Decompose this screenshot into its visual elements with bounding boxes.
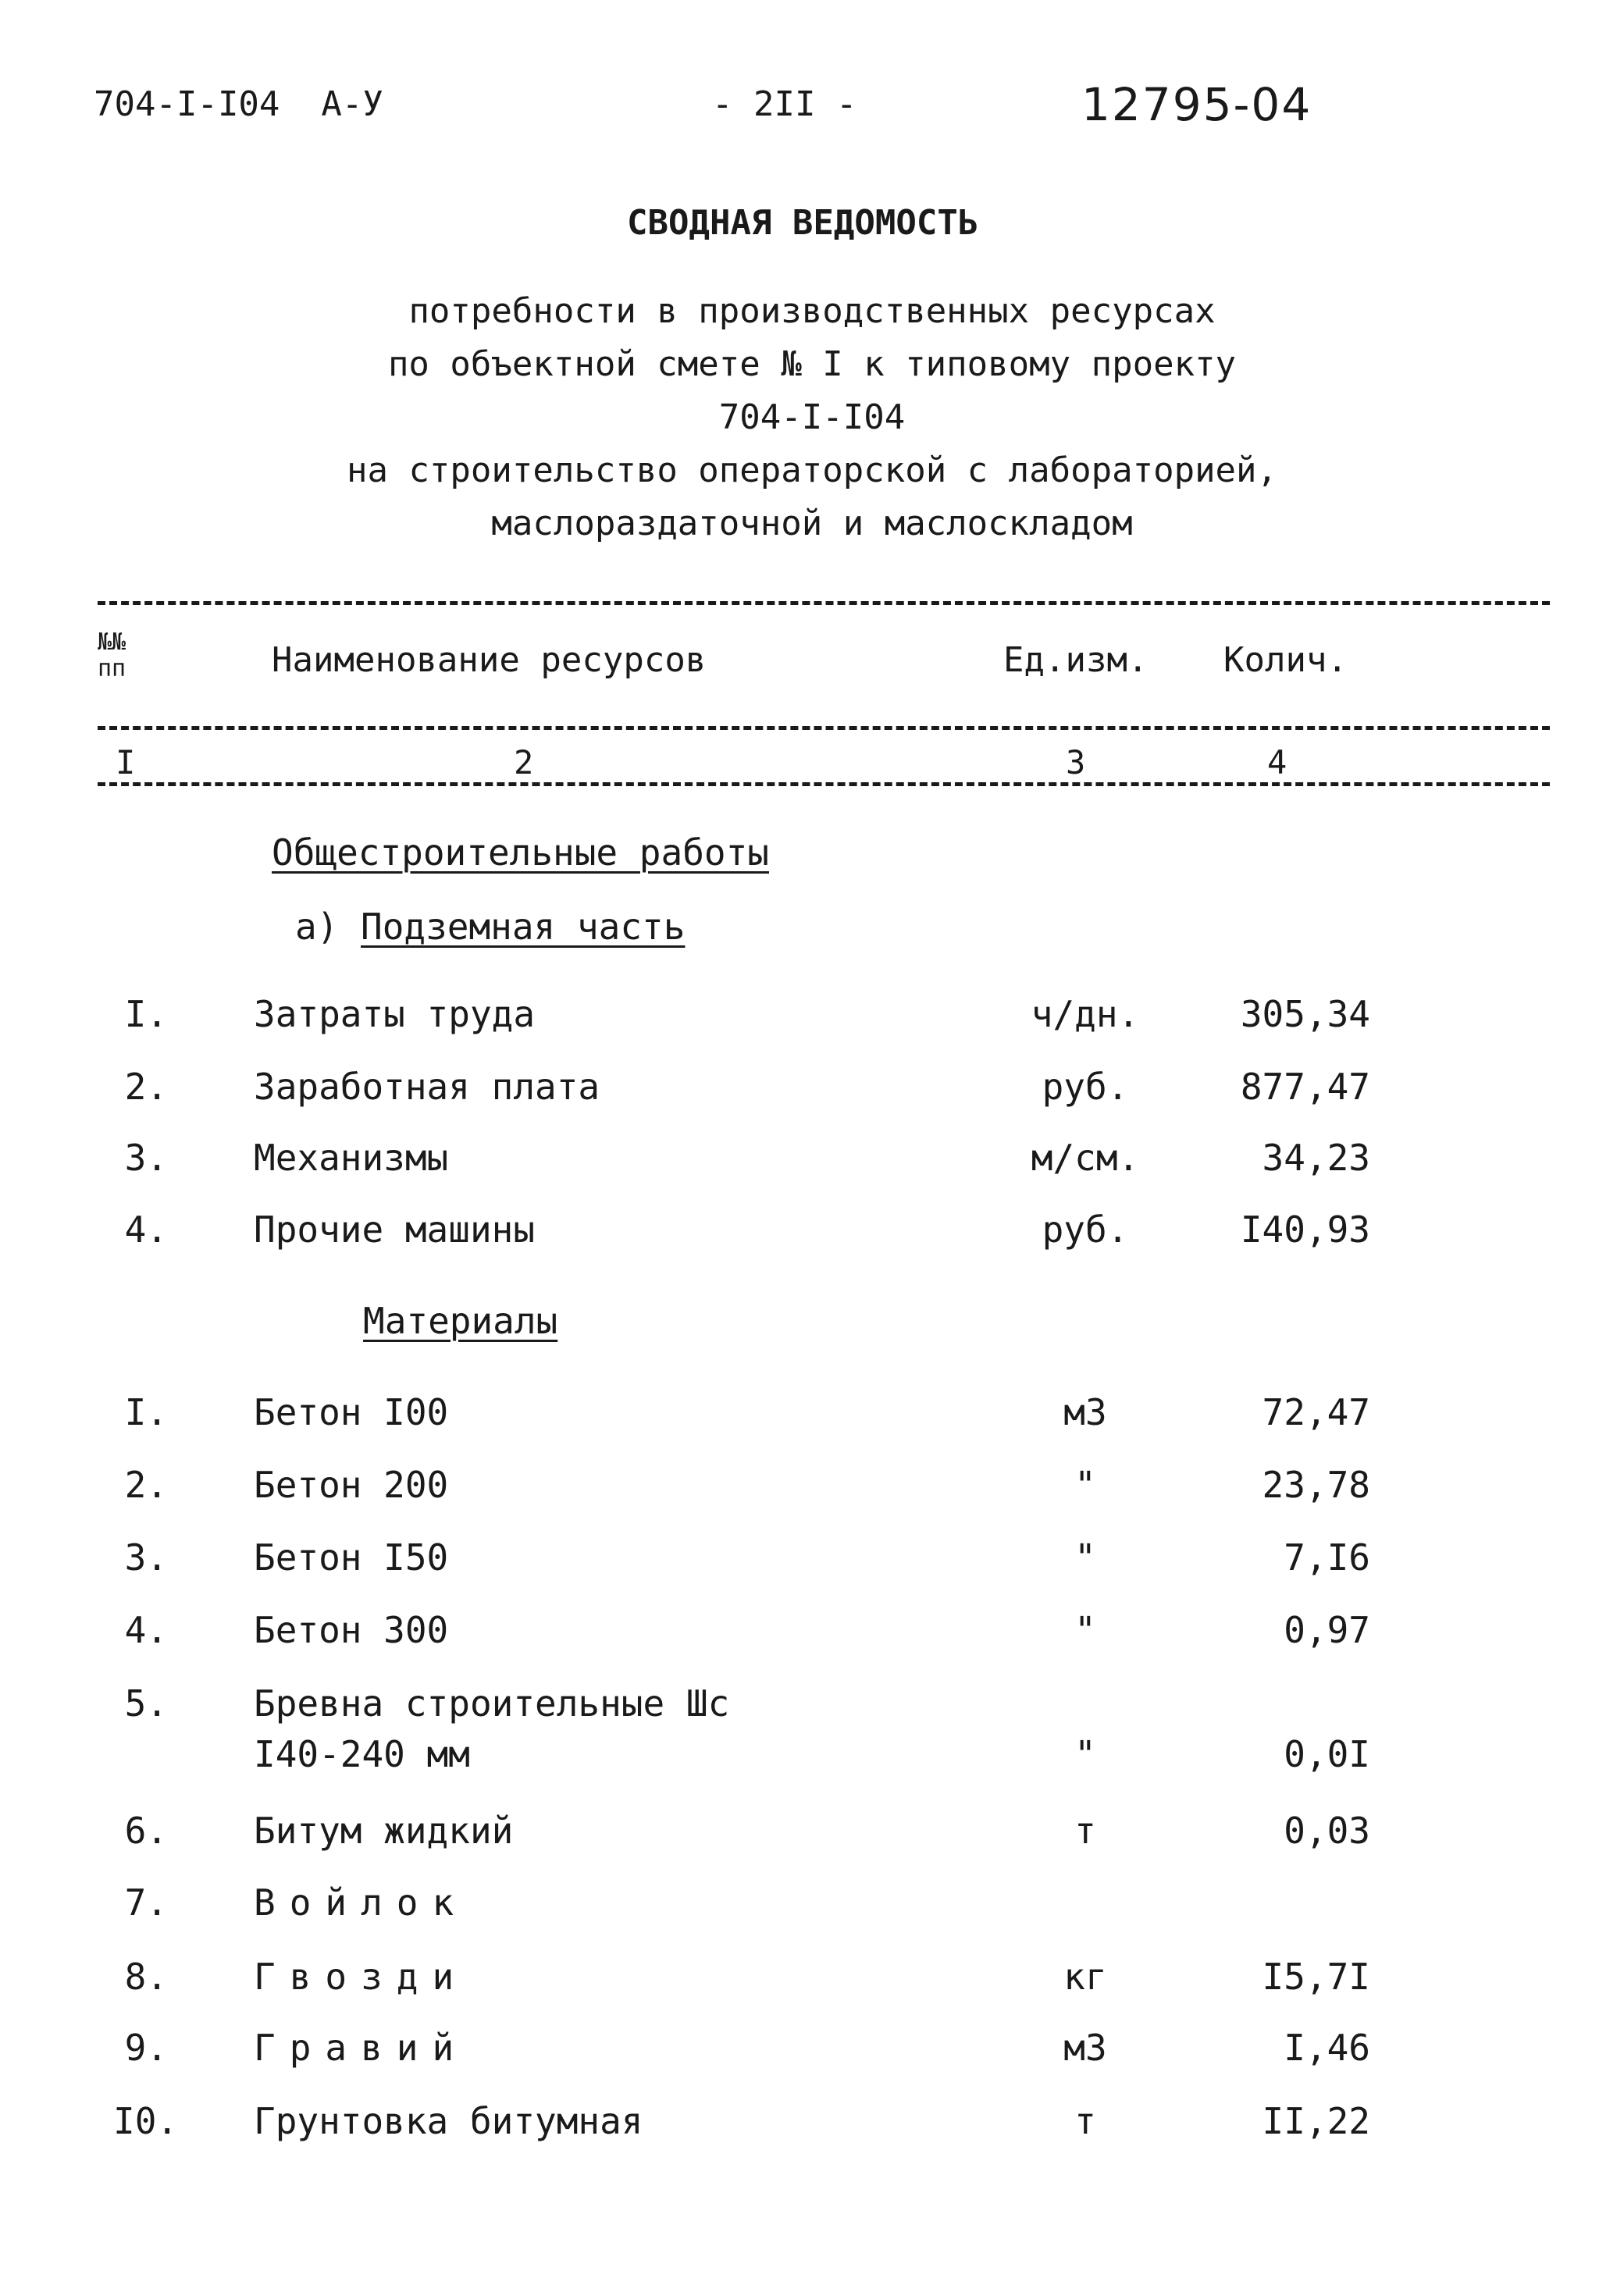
resource-name: Бревна строительные Шс [254, 1682, 730, 1725]
row-number: 8. [124, 1956, 168, 1998]
handwritten-number: 12795-04 [1081, 78, 1312, 131]
row-number: 2. [124, 1464, 168, 1506]
column-number: 2 [514, 743, 534, 781]
column-number: I [116, 743, 136, 781]
resource-name: Механизмы [254, 1137, 449, 1179]
resource-name: Затраты труда [254, 993, 536, 1035]
quantity: I5,7I [1262, 1956, 1370, 1998]
unit-of-measure: ч/дн. [1031, 993, 1140, 1035]
row-number: 7. [124, 1881, 168, 1924]
subtitle-line: по объектной смете № I к типовому проекту [387, 344, 1237, 384]
row-number: 2. [124, 1066, 168, 1108]
unit-of-measure: " [1074, 1733, 1096, 1775]
header-number-column: №№ пп [98, 628, 126, 682]
subtitle-line: маслораздаточной и маслоскладом [491, 504, 1133, 543]
dashed-rule [98, 726, 1550, 730]
unit-of-measure: м3 [1063, 1391, 1107, 1433]
subsection-prefix: а) [295, 906, 339, 948]
row-number: 4. [124, 1209, 168, 1251]
row-number: 4. [124, 1609, 168, 1651]
quantity: 72,47 [1262, 1391, 1370, 1433]
quantity: II,22 [1262, 2100, 1370, 2142]
quantity: I40,93 [1240, 1209, 1370, 1251]
resource-name: Заработная плата [254, 1066, 600, 1108]
unit-of-measure: м/см. [1031, 1137, 1140, 1179]
row-number: 9. [124, 2027, 168, 2069]
header-name-column: Наименование ресурсов [272, 640, 707, 680]
quantity: 7,I6 [1284, 1536, 1370, 1579]
quantity: 0,97 [1284, 1609, 1370, 1651]
subsection-title: Подземная часть [361, 906, 686, 948]
quantity: 0,0I [1284, 1733, 1370, 1775]
unit-of-measure: кг [1063, 1956, 1107, 1998]
resource-name: Бетон I00 [254, 1391, 449, 1433]
resource-name: Грунтовка битумная [254, 2100, 643, 2142]
unit-of-measure: м3 [1063, 2027, 1107, 2069]
unit-of-measure: т [1074, 1810, 1096, 1852]
quantity: 0,03 [1284, 1810, 1370, 1852]
header-quantity-column: Колич. [1223, 640, 1348, 680]
row-number: I. [124, 993, 168, 1035]
materials-title: Материалы [363, 1300, 558, 1342]
resource-name: Битум жидкий [254, 1810, 514, 1852]
quantity: 23,78 [1262, 1464, 1370, 1506]
header-unit-column: Ед.изм. [1003, 640, 1149, 680]
section-title: Общестроительные работы [272, 831, 769, 874]
column-number: 4 [1267, 743, 1287, 781]
resource-name: Прочие машины [254, 1209, 536, 1251]
dashed-rule [98, 782, 1550, 786]
unit-of-measure: т [1074, 2100, 1096, 2142]
unit-of-measure: руб. [1042, 1066, 1129, 1108]
quantity: 305,34 [1240, 993, 1370, 1035]
row-number: 3. [124, 1536, 168, 1579]
quantity: I,46 [1284, 2027, 1370, 2069]
subtitle-line: на строительство операторской с лабораторией, [346, 450, 1278, 490]
dashed-rule [98, 601, 1550, 605]
page-number: - 2II - [712, 84, 857, 124]
resource-name-continuation: I40-240 мм [254, 1733, 470, 1775]
subtitle-line: потребности в производственных ресурсах [408, 291, 1216, 331]
document-code: 704-I-I04 А-У [94, 84, 383, 124]
unit-of-measure: руб. [1042, 1209, 1129, 1251]
row-number: 5. [124, 1682, 168, 1725]
resource-name: Бетон 300 [254, 1609, 449, 1651]
row-number: I0. [113, 2100, 179, 2142]
row-number: 6. [124, 1810, 168, 1852]
unit-of-measure: " [1074, 1464, 1096, 1506]
resource-name: Гвозди [254, 1956, 468, 1998]
resource-name: Гравий [254, 2027, 468, 2069]
resource-name: Бетон 200 [254, 1464, 449, 1506]
document-title: СВОДНАЯ ВЕДОМОСТЬ [627, 203, 979, 243]
quantity: 34,23 [1262, 1137, 1370, 1179]
row-number: I. [124, 1391, 168, 1433]
resource-name: Войлок [254, 1881, 468, 1924]
column-number: 3 [1066, 743, 1086, 781]
unit-of-measure: " [1074, 1536, 1096, 1579]
row-number: 3. [124, 1137, 168, 1179]
resource-name: Бетон I50 [254, 1536, 449, 1579]
subtitle-line: 704-I-I04 [718, 397, 906, 437]
unit-of-measure: " [1074, 1609, 1096, 1651]
quantity: 877,47 [1240, 1066, 1370, 1108]
